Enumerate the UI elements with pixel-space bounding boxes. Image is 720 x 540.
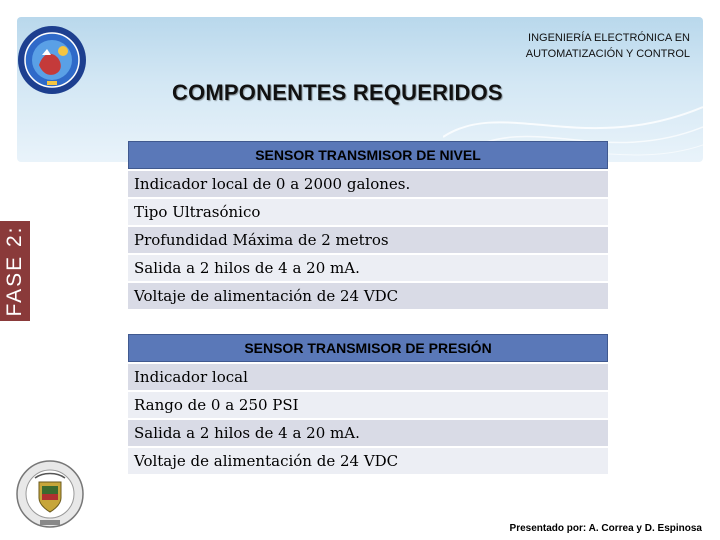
table-row: Indicador local — [128, 364, 608, 390]
table-row: Salida a 2 hilos de 4 a 20 mA. — [128, 255, 608, 281]
table-row: Salida a 2 hilos de 4 a 20 mA. — [128, 420, 608, 446]
pressure-sensor-table — [128, 332, 608, 476]
table-row: Rango de 0 a 250 PSI — [128, 392, 608, 418]
table-row: Tipo Ultrasónico — [128, 199, 608, 225]
department-heading — [430, 30, 690, 62]
department-line-1: INGENIERÍA ELECTRÓNICA EN — [528, 32, 690, 44]
level-sensor-table — [128, 139, 608, 311]
table-heading: SENSOR TRANSMISOR DE PRESIÓN — [128, 334, 608, 362]
escuela-politecnica-del-ejercito-seal-icon — [15, 458, 85, 530]
table-row: Voltaje de alimentación de 24 VDC — [128, 283, 608, 309]
page-title: COMPONENTES REQUERIDOS — [172, 80, 503, 105]
department-line-2: AUTOMATIZACIÓN Y CONTROL — [525, 48, 690, 60]
table-row: Profundidad Máxima de 2 metros — [128, 227, 608, 253]
phase-tab — [0, 221, 30, 321]
table-row: Indicador local de 0 a 2000 galones. — [128, 171, 608, 197]
university-seal-icon — [17, 25, 87, 95]
phase-label: FASE 2: — [3, 225, 26, 317]
table-heading: SENSOR TRANSMISOR DE NIVEL — [128, 141, 608, 169]
presenter-credit: Presentado por: A. Correa y D. Espinosa — [509, 523, 702, 534]
table-row: Voltaje de alimentación de 24 VDC — [128, 448, 608, 474]
